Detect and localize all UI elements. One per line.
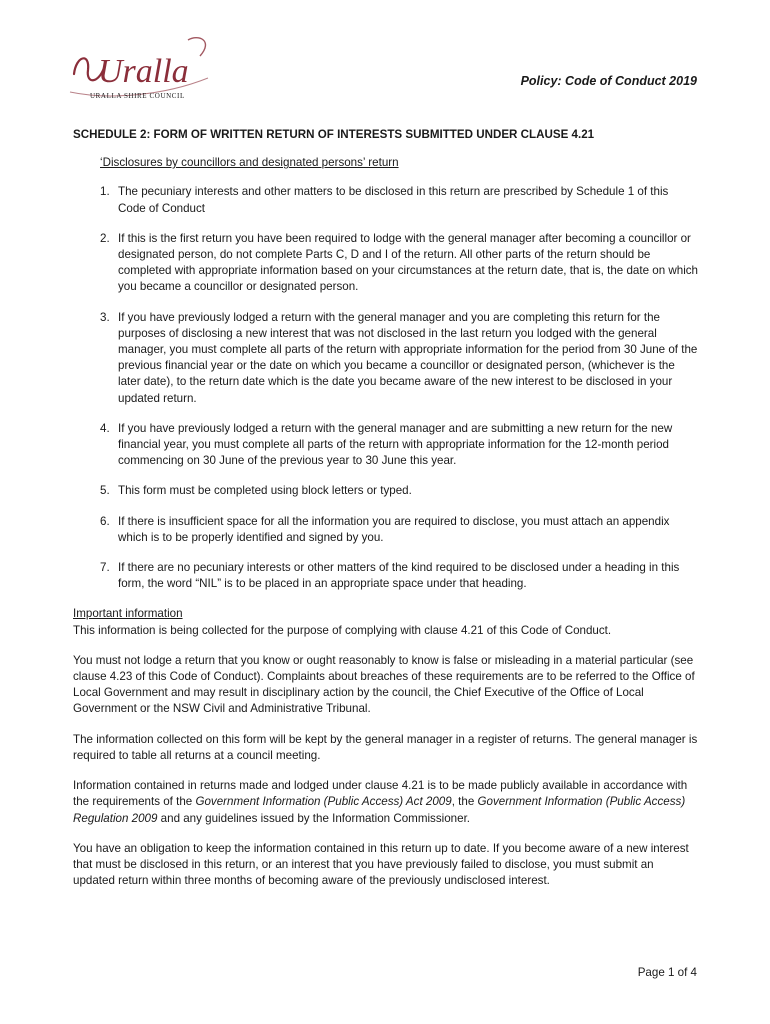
document-body	[73, 127, 698, 903]
schedule-heading: SCHEDULE 2: FORM OF WRITTEN RETURN OF INTERESTS SUBMITTED UNDER CLAUSE 4.21	[73, 128, 595, 141]
item-number: 3.	[100, 310, 110, 324]
item-number: 2.	[100, 231, 110, 245]
instruction-item	[73, 421, 698, 470]
item-number: 4.	[100, 421, 110, 435]
public-access-text: and any guidelines issued by the Information Commissioner.	[157, 811, 471, 825]
item-text: If there are no pecuniary interests or other matters of the kind required to be disclosed under a heading in this form, the word “NIL” is to be placed in an appropriate space under that heading.	[118, 561, 680, 591]
instruction-item	[73, 483, 698, 499]
important-text: This information is being collected for the purpose of complying with clause 4.21 of this Code of Conduct.	[73, 623, 612, 637]
act-title: Government Information (Public Access) Act 2009	[195, 795, 452, 809]
policy-label: Policy: Code of Conduct 2019	[520, 74, 697, 88]
item-number: 7.	[100, 561, 110, 575]
instruction-item	[73, 184, 698, 216]
logo-graphic	[68, 34, 218, 102]
public-access-text: Information contained in returns made and lodged under clause 4.21 is to be made publicly available in accordance with the requirements of the	[73, 779, 688, 809]
item-text: If you have previously lodged a return with the general manager and are submitting a new return for the new financial year, you must complete all parts of the return with appropriate information for the 12-month period commencing on 30 June of the previous year to 30 June this year.	[118, 421, 673, 468]
logo-wordmark: Uralla	[98, 53, 189, 90]
item-text: If you have previously lodged a return with the general manager and you are completing this return for the purposes of disclosing a new interest that was not disclosed in the last return you lodged with the general manager, you must complete all parts of the return with appropriate information for the period from 30 June of the previous financial year or the date on which you became a councillor or designated person, (whichever is the later date), to the return date which is the date you became aware of the new interest to be disclosed in your updated return.	[118, 310, 698, 405]
item-text: If this is the first return you have been required to lodge with the general manager after becoming a councillor or designated person, do not complete Parts C, D and I of the return. All other parts of the return should be completed with appropriate information based on your circumstances at the return date, that is, the date on which you became a councillor or designated person.	[118, 231, 699, 294]
instruction-item	[73, 231, 698, 296]
item-number: 6.	[100, 514, 110, 528]
item-text: The pecuniary interests and other matters to be disclosed in this return are prescribed by Schedule 1 of this Code of Conduct	[118, 185, 669, 215]
regulation-title: Government Information (Public Access) Regulation 2009	[73, 795, 686, 825]
item-number: 1.	[100, 185, 110, 199]
item-text: This form must be completed using block letters or typed.	[118, 484, 412, 498]
instruction-item	[73, 560, 698, 592]
item-number: 5.	[100, 484, 110, 498]
misleading-return-paragraph: You must not lodge a return that you know or ought reasonably to know is false or misleading in a material particular (see clause 4.23 of this Code of Conduct). Complaints about breaches of these requirements are to be referred to the Office of Local Government and may result in disciplinary action by the council, the Chief Executive of the Office of Local Government or the NSW Civil and Administrative Tribunal.	[73, 653, 695, 716]
page-number: Page 1 of 4	[637, 966, 697, 979]
instruction-item	[73, 310, 698, 407]
register-paragraph: The information collected on this form will be kept by the general manager in a register of returns. The general manager is required to table all returns at a council meeting.	[73, 732, 698, 762]
instruction-item	[73, 514, 698, 546]
obligation-paragraph: You have an obligation to keep the information contained in this return up to date. If you become aware of a new interest that must be disclosed in this return, or an interest that you have previously failed to disclose, you must submit an updated return within three months of becoming aware of the previously undisclosed interest.	[73, 841, 689, 888]
important-heading: Important information	[73, 607, 183, 621]
item-text: If there is insufficient space for all the information you are required to disclose, you must attach an appendix which is to be properly identified and signed by you.	[118, 514, 670, 544]
instructions-list	[73, 184, 698, 592]
form-subtitle: ‘Disclosures by councillors and designated persons’ return	[100, 156, 399, 170]
council-logo	[68, 34, 218, 102]
important-information	[73, 606, 698, 638]
public-access-text: , the	[451, 795, 478, 809]
logo-subtext: URALLA SHIRE COUNCIL	[90, 92, 185, 100]
public-access-paragraph	[73, 778, 698, 827]
